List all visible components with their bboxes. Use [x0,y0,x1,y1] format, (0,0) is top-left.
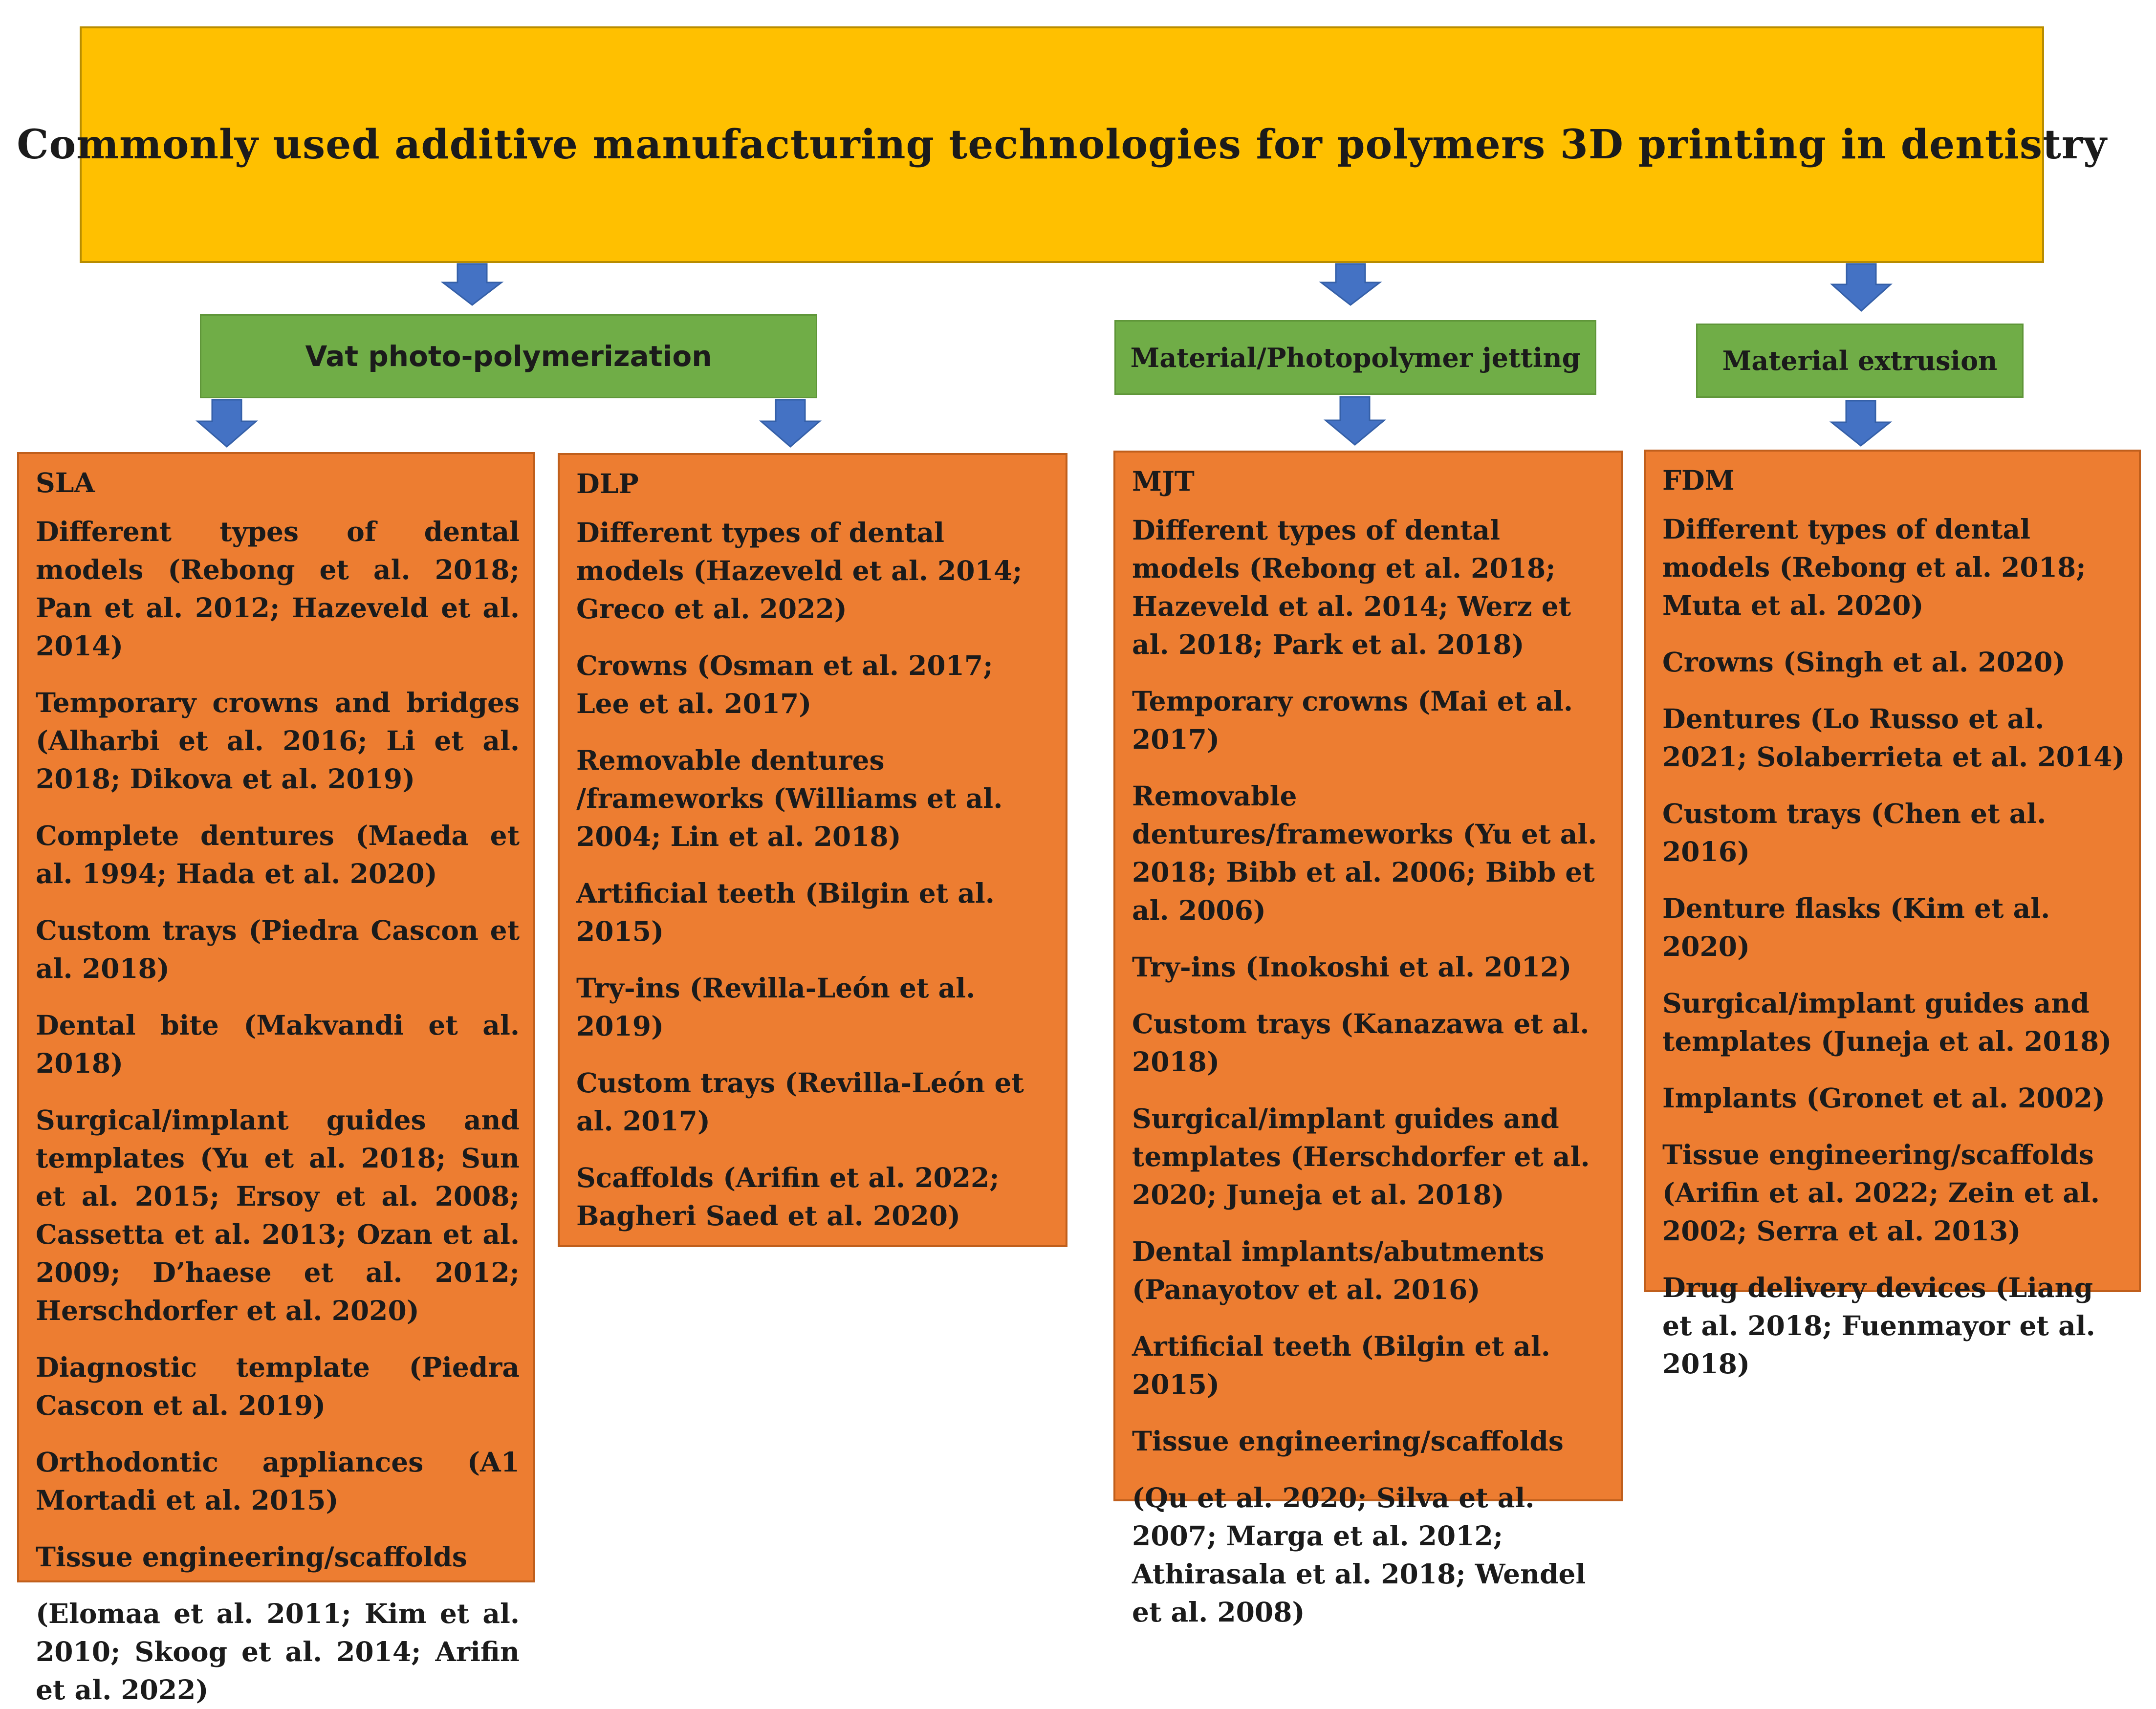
diagram-title: Commonly used additive manufacturing technologies for polymers 3D printing in dentistry [17,121,2107,168]
application-item: Different types of dental models (Rebong et al. 2018; Hazeveld et al. 2014; Werz et al. 2018; Park et al. 2018) [1132,514,1571,660]
application-item: Removable dentures/frameworks (Yu et al. 2018; Bibb et al. 2006; Bibb et al. 2006) [1132,780,1597,926]
application-item: Surgical/implant guides and templates (Herschdorfer et al. 2020; Juneja et al. 2018) [1132,1103,1590,1211]
application-item: Different types of dental models (Rebong et al. 2018; Pan et al. 2012; Hazeveld et al. 2014) [36,516,520,662]
technology-name: FDM [1662,464,1735,496]
application-item: Custom trays (Chen et al. 2016) [1662,798,2047,867]
application-item: Tissue engineering/scaffolds [36,1541,467,1573]
application-item: Try-ins (Revilla-León et al. 2019) [576,972,976,1042]
application-item: Temporary crowns and bridges (Alharbi et al. 2016; Li et al. 2018; Dikova et al. 2019) [36,687,520,795]
application-item: Implants (Gronet et al. 2002) [1662,1082,2106,1114]
technology-name: MJT [1132,465,1195,497]
application-item: Denture flasks (Kim et al. 2020) [1662,892,2050,962]
application-item: Dentures (Lo Russo et al. 2021; Solaberrieta et al. 2014) [1662,703,2125,773]
application-item: Different types of dental models (Rebong et al. 2018; Muta et al. 2020) [1662,513,2086,621]
application-item: Artificial teeth (Bilgin et al. 2015) [1132,1330,1550,1400]
category-material-extrusion: Material extrusion [1696,324,2024,398]
application-item: Scaffolds (Arifin et al. 2022; Bagheri Saed et al. 2020) [576,1162,1000,1232]
arrow-vat-to-dlp [761,400,820,447]
category-vat-photopolymerization: Vat photo-polymerization [200,314,817,398]
application-item: Tissue engineering/scaffolds (Arifin et al. 2022; Zein et al. 2002; Serra et al. 2013) [1662,1139,2100,1247]
technology-name: SLA [36,467,95,498]
application-item: Crowns (Osman et al. 2017; Lee et al. 2017) [576,649,993,719]
title-box [17,26,2107,263]
arrow-jetting-to-mjt [1326,397,1384,445]
application-item: Drug delivery devices (Liang et al. 2018; Fuenmayor et al. 2018) [1662,1272,2095,1380]
application-item: Custom trays (Kanazawa et al. 2018) [1132,1008,1590,1078]
application-item: Custom trays (Revilla-León et al. 2017) [576,1067,1024,1137]
technology-box-dlp [558,453,1067,1247]
application-item: Orthodontic appliances (A1 Mortadi et al. 2015) [36,1446,520,1516]
category-material-jetting: Material/Photopolymer jetting [1114,320,1596,395]
application-item: Diagnostic template (Piedra Cascon et al. 2019) [36,1351,520,1421]
application-item: Try-ins (Inokoshi et al. 2012) [1132,951,1572,983]
application-item: (Qu et al. 2020; Silva et al. 2007; Marga et al. 2012; Athirasala et al. 2018; Wendel et al. 2008) [1132,1482,1586,1628]
arrow-title-to-extrusion [1832,264,1891,311]
arrow-title-to-vat [443,264,501,305]
application-item: Surgical/implant guides and templates (Juneja et al. 2018) [1662,987,2112,1057]
technology-box-fdm [1644,450,2141,1380]
arrow-title-to-jetting [1321,264,1380,305]
application-item: Tissue engineering/scaffolds [1132,1425,1564,1457]
arrow-vat-to-sla [197,400,256,447]
application-item: Dental bite (Makvandi et al. 2018) [36,1009,520,1079]
application-item: Artificial teeth (Bilgin et al. 2015) [576,877,995,947]
application-item: Temporary crowns (Mai et al. 2017) [1132,685,1573,755]
application-item: Custom trays (Piedra Cascon et al. 2018) [36,914,520,984]
application-item: Removable dentures /frameworks (Williams et al. 2004; Lin et al. 2018) [576,744,1003,852]
application-item: (Elomaa et al. 2011; Kim et al. 2010; Skoog et al. 2014; Arifin et al. 2022) [36,1598,520,1706]
technology-box-mjt [1113,451,1623,1628]
application-item: Different types of dental models (Hazeveld et al. 2014; Greco et al. 2022) [576,517,1023,625]
technology-box-sla [17,452,535,1706]
arrow-extrusion-to-fdm [1831,401,1890,446]
application-item: Complete dentures (Maeda et al. 1994; Hada et al. 2020) [36,820,520,889]
application-item: Crowns (Singh et al. 2020) [1662,646,2066,678]
technology-name: DLP [576,468,639,499]
application-item: Dental implants/abutments (Panayotov et al. 2016) [1132,1235,1545,1305]
application-item: Surgical/implant guides and templates (Yu et al. 2018; Sun et al. 2015; Ersoy et al. 2008; Cassetta et al. 2013; Ozan et al. 2009; D’haese et al. 2012; Herschdorfer et al. 2020) [36,1104,520,1326]
